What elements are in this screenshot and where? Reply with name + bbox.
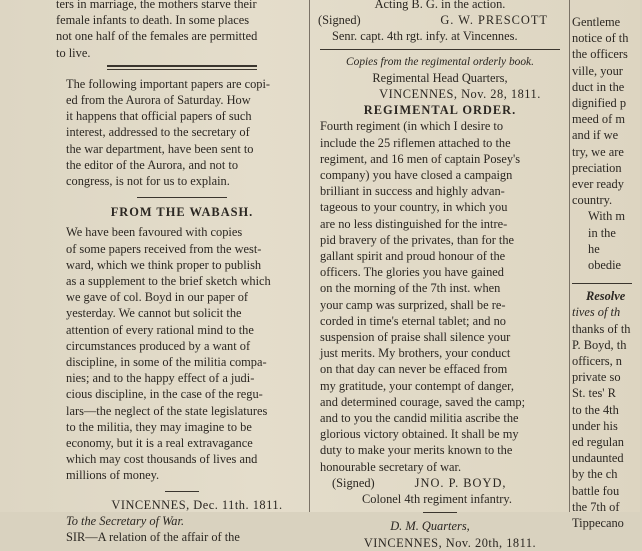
text-line: ward, which we think proper to publish [66, 257, 262, 272]
text-line: corded in time's eternal tablet; and no [320, 313, 506, 328]
text-line: congress, is not for us to explain. [66, 174, 230, 189]
right-top-paragraph [572, 14, 642, 208]
text-line: economy, but it is a real extravagance [66, 436, 253, 451]
signed-boyd [312, 475, 568, 491]
signed2-name: JNO. P. BOYD, [414, 475, 507, 490]
text-line: notice of th [572, 31, 629, 46]
text-line: honourable secretary of war. [320, 459, 462, 474]
text-line: obedie [588, 258, 622, 273]
text-line: thanks of th [572, 321, 631, 336]
text-line: the 7th of [572, 499, 620, 514]
text-line: which may cost thousands of lives and [66, 452, 258, 467]
text-line: to the militia, they may imagine to be [66, 419, 252, 434]
short-divider-2 [165, 491, 199, 492]
left-column [56, 0, 308, 545]
text-line: he [588, 241, 600, 256]
short-divider-3 [423, 512, 457, 513]
text-line: Fourth regiment (in which I desire to [320, 119, 504, 134]
left-top-paragraph [56, 0, 308, 61]
text-line: preciation [572, 160, 622, 175]
right-column [572, 0, 642, 531]
text-line: and determined courage, saved the camp; [320, 394, 526, 409]
text-line: it happens that official papers of such [66, 109, 252, 124]
dm-quarters: D. M. Quarters, [390, 519, 470, 534]
order-body [312, 118, 568, 474]
text-line: ed regulan [572, 435, 624, 450]
address-secretary: To the Secretary of War. [66, 513, 185, 528]
text-line: of some papers received from the west- [66, 241, 262, 256]
signed-title: Senr. capt. 4th rgt. infy. at Vincennes. [332, 29, 518, 44]
text-line: duty to make your merits known to the [320, 443, 513, 458]
middle-column [312, 0, 568, 550]
signed2-title: Colonel 4th regiment infantry. [362, 492, 512, 507]
resolved-heading: Resolve [586, 289, 626, 304]
text-line: nies; and to the happy effect of a judi- [66, 371, 255, 386]
text-line: attention of every rational mind to the [66, 322, 254, 337]
text-line: We have been favoured with copies [66, 225, 243, 240]
text-line: and if we [572, 128, 619, 143]
copies-note: Copies from the regimental orderly book. [346, 55, 534, 68]
wabash-heading: FROM THE WABASH. [110, 205, 254, 220]
wabash-body [56, 224, 308, 483]
text-line: The following important papers are copi- [66, 76, 271, 91]
text-line: regiment, and 16 men of captain Posey's [320, 151, 521, 166]
text-line: glorious victory obtained. It shall be my [320, 427, 519, 442]
text-line: dignified p [572, 96, 627, 111]
text-line: suspension of praise shall silence your [320, 330, 511, 345]
signed2-label: (Signed) [332, 475, 375, 490]
text-line: just merits. My brothers, your conduct [320, 346, 511, 361]
short-divider-4 [572, 283, 632, 284]
regimental-order-heading: REGIMENTAL ORDER. [363, 103, 517, 118]
text-line: are no less distinguished for the intre- [320, 216, 508, 231]
text-line: yesterday. We cannot but solicit the [66, 306, 242, 321]
dateline-nov-20: VINCENNES, Nov. 20th, 1811. [363, 535, 537, 550]
signed-label: (Signed) [318, 13, 361, 28]
text-line: private so [572, 370, 621, 385]
dateline-nov-28: VINCENNES, Nov. 28, 1811. [379, 87, 541, 102]
text-line: millions of money. [66, 468, 160, 483]
text-line: the war department, have been sent to [66, 141, 254, 156]
signed-prescott [312, 12, 568, 28]
text-line: undaunted [572, 451, 624, 466]
right-bottom-paragraph [572, 304, 642, 531]
text-line: St. tes' R [572, 386, 616, 401]
text-line: try, we are [572, 144, 624, 159]
text-line: by the ch [572, 467, 618, 482]
text-line: interest, addressed to the secretary of [66, 125, 250, 140]
text-line: tives of th [572, 305, 621, 320]
text-line: your camp was surprized, shall be re- [320, 297, 506, 312]
text-line: P. Boyd, th [572, 337, 627, 352]
text-line: my gratitude, your contempt of danger, [320, 378, 514, 393]
text-line: to the 4th [572, 402, 619, 417]
text-line: female infants to death. In some places [56, 13, 250, 28]
acting-bg-line: Acting B. G. in the action. [374, 0, 506, 11]
column-rule-1 [309, 0, 310, 512]
text-line: Tippecano [572, 516, 624, 531]
text-line: ville, your [572, 63, 623, 78]
text-line: include the 25 riflemen attached to the [320, 135, 511, 150]
text-line: lars—the neglect of the state legislatures [66, 403, 268, 418]
text-line: ters in marriage, the mothers starve their [56, 0, 257, 11]
text-line: under his [572, 418, 618, 433]
text-line: duct in the [572, 79, 625, 94]
text-line: meed of m [572, 112, 625, 127]
text-line: on that day can never be effaced from [320, 362, 508, 377]
intro-paragraph [56, 76, 308, 189]
text-line: the officers [572, 47, 628, 62]
text-line: discipline, in some of the militia compa- [66, 355, 267, 370]
text-line: country. [572, 193, 613, 208]
short-divider [137, 197, 227, 198]
text-line: brilliant in success and highly advan- [320, 184, 505, 199]
text-line: ed from the Aurora of Saturday. How [66, 93, 251, 108]
text-line: as a supplement to the brief sketch which [66, 274, 271, 289]
text-line: to live. [56, 45, 91, 60]
dateline-vincennes-dec: VINCENNES, Dec. 11th. 1811. [111, 497, 283, 512]
text-line: battle fou [572, 483, 620, 498]
divider-line [320, 49, 560, 50]
text-line: pid bravery of the privates, than for the [320, 232, 515, 247]
text-line: cious discipline, in the case of the regu- [66, 387, 263, 402]
text-line: not one half of the females are permitted [56, 29, 258, 44]
text-line: officers. The glories you have gained [320, 265, 504, 280]
text-line: company) you have closed a campaign [320, 168, 513, 183]
regimental-hq: Regimental Head Quarters, [372, 70, 508, 85]
closing-line: SIR—A relation of the affair of the [66, 530, 240, 545]
text-line: tageous to your country, in which you [320, 200, 508, 215]
text-line: ever ready [572, 177, 624, 192]
section-divider [107, 65, 257, 70]
signed-name: G. W. PRESCOTT [440, 13, 548, 28]
text-line: we gave of col. Boyd in our paper of [66, 290, 249, 305]
right-mid-paragraph [572, 208, 642, 273]
text-line: gallant spirit and proud honour of the [320, 249, 506, 264]
text-line: Gentleme [572, 15, 621, 29]
text-line: With m [588, 209, 626, 224]
text-line: circumstances produced by a want of [66, 338, 251, 353]
text-line: officers, n [572, 354, 623, 369]
text-line: on the morning of the 7th inst. when [320, 281, 501, 296]
text-line: in the [588, 225, 616, 240]
column-rule-2 [569, 0, 570, 512]
text-line: the editor of the Aurora, and not to [66, 157, 239, 172]
text-line: and to you the candid militia ascribe the [320, 411, 519, 426]
